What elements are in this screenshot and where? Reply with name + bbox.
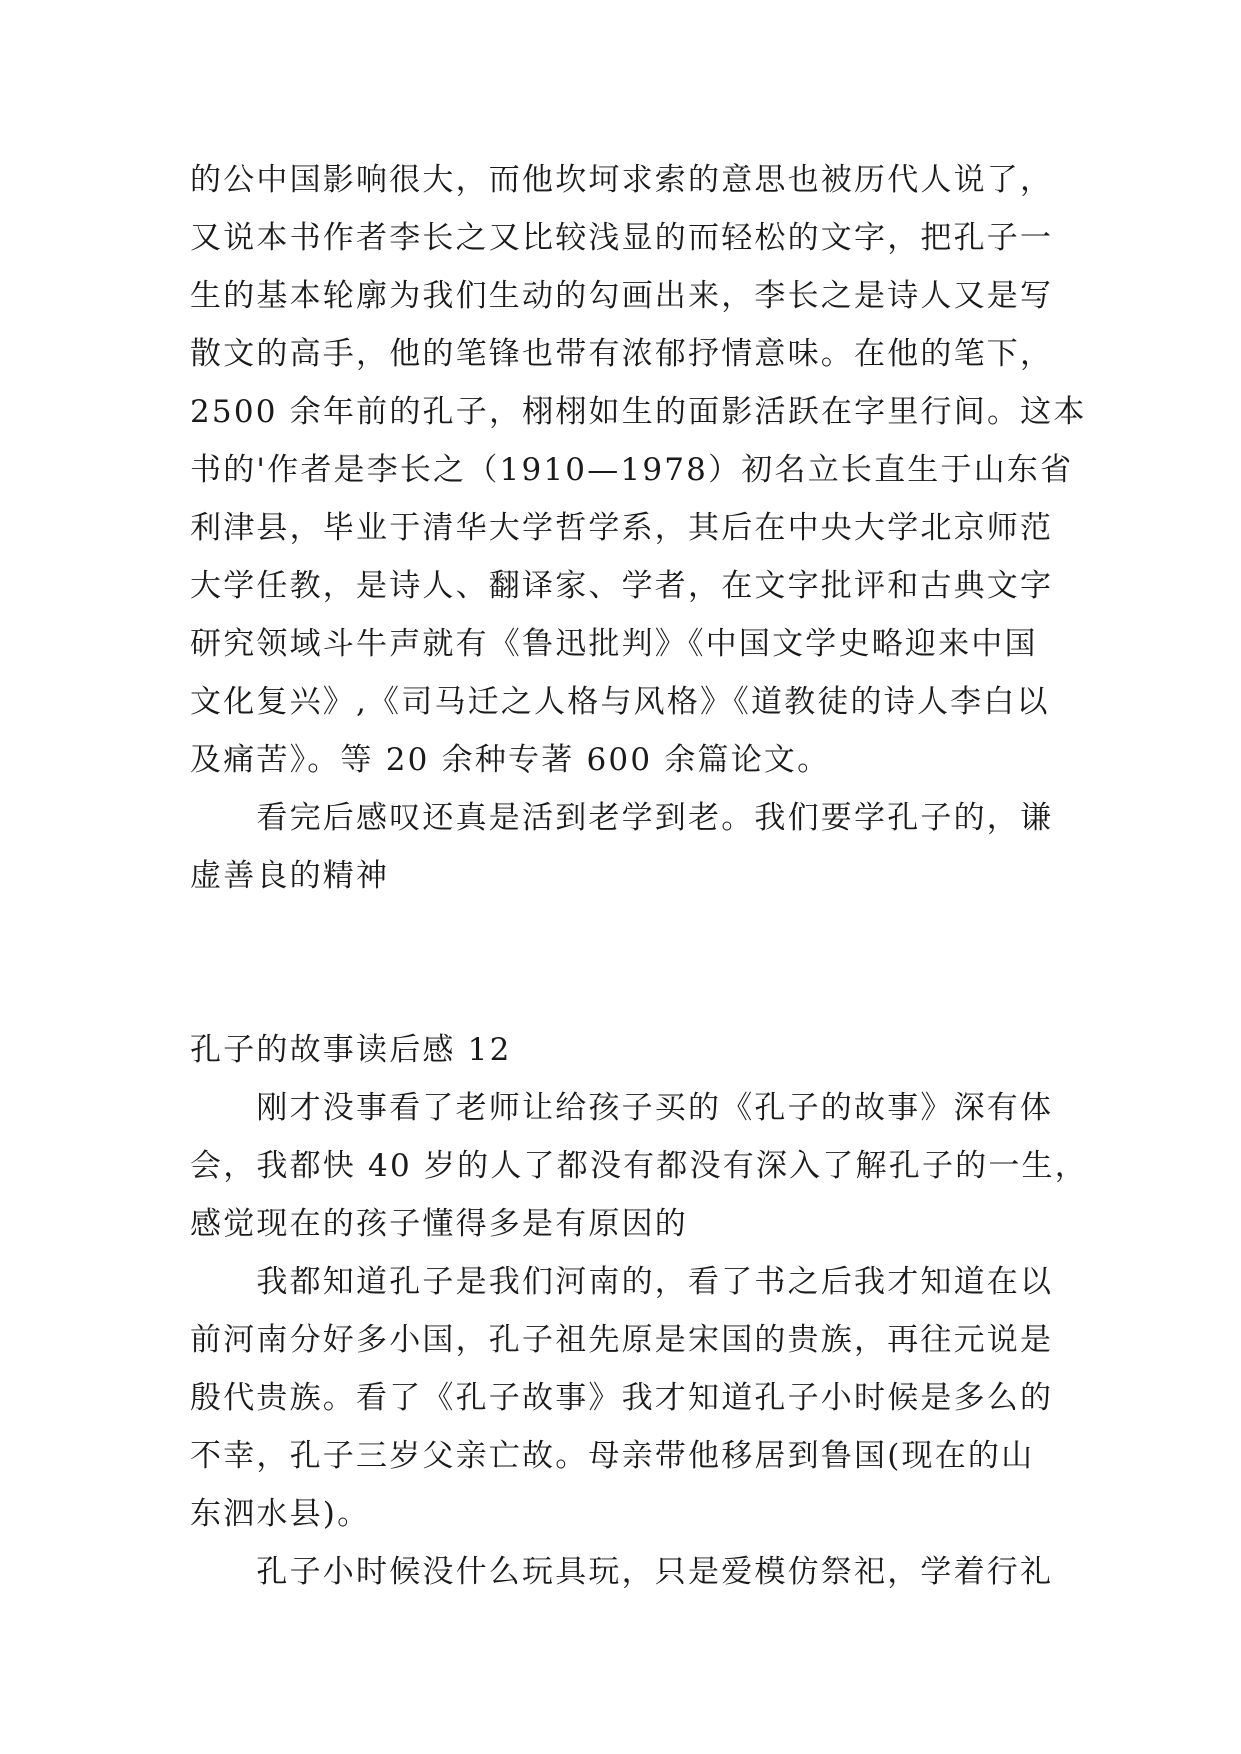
paragraph-3 [190, 1079, 1088, 1253]
text-line: 大学任教，是诗人、翻译家、学者，在文字批评和古典文字 [190, 568, 1054, 604]
body-text [190, 151, 1088, 1601]
text-line: 文化复兴》,《司马迁之人格与风格》《道教徒的诗人李白以 [190, 684, 1050, 720]
text-line: 的公中国影响很大，而他坎坷求索的意思也被历代人说了， [190, 162, 1054, 198]
text-line: 虚善良的精神 [190, 858, 390, 894]
text-line: 会，我都快 40 岁的人了都没有都没有深入了解孔子的一生， [190, 1148, 1088, 1184]
text-line: 又说本书作者李长之又比较浅显的而轻松的文字，把孔子一 [190, 220, 1054, 256]
section-gap [190, 905, 1050, 1021]
text-line: 不幸，孔子三岁父亲亡故。母亲带他移居到鲁国(现在的山 [190, 1438, 1035, 1474]
text-line: 我都知道孔子是我们河南的，看了书之后我才知道在以 [190, 1264, 1054, 1300]
paragraph-2 [190, 789, 1054, 905]
text-line: 殷代贵族。看了《孔子故事》我才知道孔子小时候是多么的 [190, 1380, 1054, 1416]
text-line: 生的基本轮廓为我们生动的勾画出来，李长之是诗人又是写 [190, 278, 1054, 314]
text-line: 看完后感叹还真是活到老学到老。我们要学孔子的，谦 [190, 800, 1054, 836]
paragraph-4 [190, 1253, 1054, 1543]
text-line: 书的'作者是李长之（1910—1978）初名立长直生于山东省 [190, 452, 1074, 488]
text-line: 利津县，毕业于清华大学哲学系，其后在中央大学北京师范 [190, 510, 1054, 546]
text-line: 前河南分好多小国，孔子祖先原是宋国的贵族，再往元说是 [190, 1322, 1054, 1358]
text-line: 孔子小时候没什么玩具玩，只是爱模仿祭祀，学着行礼 [190, 1554, 1054, 1590]
text-line: 散文的高手，他的笔锋也带有浓郁抒情意味。在他的笔下， [190, 336, 1054, 372]
text-line: 及痛苦》。等 20 余种专著 600 余篇论文。 [190, 742, 831, 778]
text-line: 刚才没事看了老师让给孩子买的《孔子的故事》深有体 [190, 1090, 1054, 1126]
text-line: 2500 余年前的孔子，栩栩如生的面影活跃在字里行间。这本 [190, 394, 1087, 430]
text-line: 东泗水县)。 [190, 1496, 371, 1532]
text-line: 研究领域斗牛声就有《鲁迅批判》《中国文学史略迎来中国 [190, 626, 1038, 662]
section-heading: 孔子的故事读后感 12 [190, 1032, 512, 1068]
text-line: 感觉现在的孩子懂得多是有原因的 [190, 1206, 688, 1242]
paragraph-5 [190, 1543, 1054, 1601]
paragraph-1 [190, 151, 1087, 789]
